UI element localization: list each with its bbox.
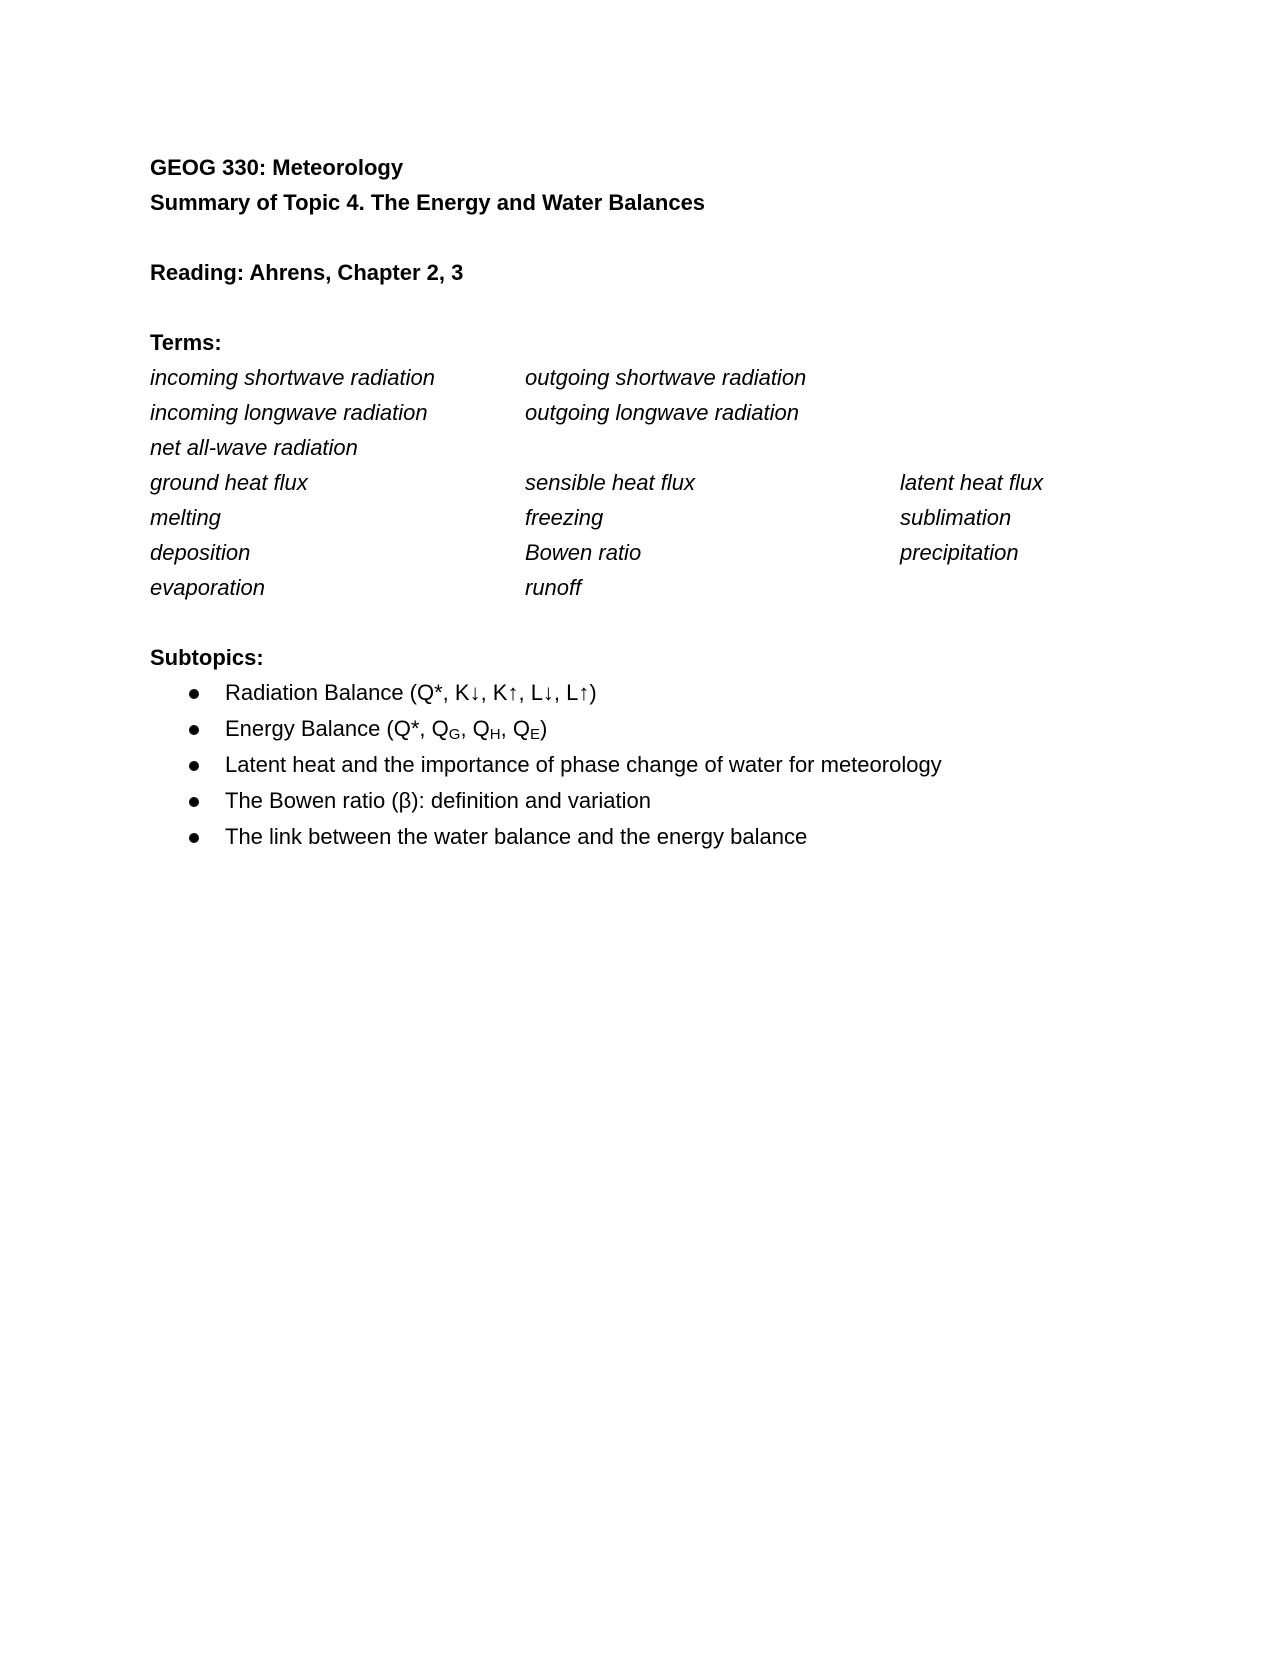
term: sensible heat flux <box>525 470 695 495</box>
terms-row <box>150 500 1150 535</box>
bullet-icon <box>189 797 199 807</box>
terms-row <box>150 430 1150 465</box>
topic-summary-title: Summary of Topic 4. The Energy and Water Balances <box>150 190 706 215</box>
term: freezing <box>525 505 604 530</box>
terms-table <box>150 360 1150 605</box>
subtopics-heading: Subtopics: <box>150 645 264 670</box>
course-title: GEOG 330: Meteorology <box>150 155 404 180</box>
term: deposition <box>150 540 251 565</box>
term: incoming shortwave radiation <box>150 365 435 390</box>
list-item <box>150 819 1150 855</box>
subtopic-text: The link between the water balance and the energy balance <box>225 824 808 849</box>
bullet-icon <box>189 833 199 843</box>
reading-line: Reading: Ahrens, Chapter 2, 3 <box>150 260 464 285</box>
bullet-icon <box>189 761 199 771</box>
term: outgoing shortwave radiation <box>525 365 807 390</box>
subtopic-text: Energy Balance (Q*, $Q_G$, $Q_H$, $Q_E$) <box>225 716 548 743</box>
term: incoming longwave radiation <box>150 400 428 425</box>
term: runoff <box>525 575 582 600</box>
terms-heading: Terms: <box>150 330 222 355</box>
document-page <box>150 150 1150 855</box>
terms-row <box>150 360 1150 395</box>
terms-row <box>150 570 1150 605</box>
term: outgoing longwave radiation <box>525 400 799 425</box>
subtopics-list <box>150 675 1150 855</box>
term: melting <box>150 505 221 530</box>
subtopic-text: Radiation Balance (Q*, K↓, K↑, L↓, L↑) <box>225 680 597 705</box>
terms-row <box>150 395 1150 430</box>
term: net all-wave radiation <box>150 435 358 460</box>
term: latent heat flux <box>900 470 1044 495</box>
list-item <box>150 747 1150 783</box>
subtopic-text: The Bowen ratio (β): definition and variation <box>225 788 651 813</box>
terms-row <box>150 465 1150 500</box>
term: ground heat flux <box>150 470 308 495</box>
list-item <box>150 711 1150 747</box>
term: sublimation <box>900 505 1012 530</box>
bullet-icon <box>189 725 199 735</box>
term: precipitation <box>900 540 1019 565</box>
terms-row <box>150 535 1150 570</box>
term: Bowen ratio <box>525 540 642 565</box>
list-item <box>150 675 1150 711</box>
term: evaporation <box>150 575 265 600</box>
bullet-icon <box>189 689 199 699</box>
subtopic-text: Latent heat and the importance of phase change of water for meteorology <box>225 752 942 777</box>
list-item <box>150 783 1150 819</box>
